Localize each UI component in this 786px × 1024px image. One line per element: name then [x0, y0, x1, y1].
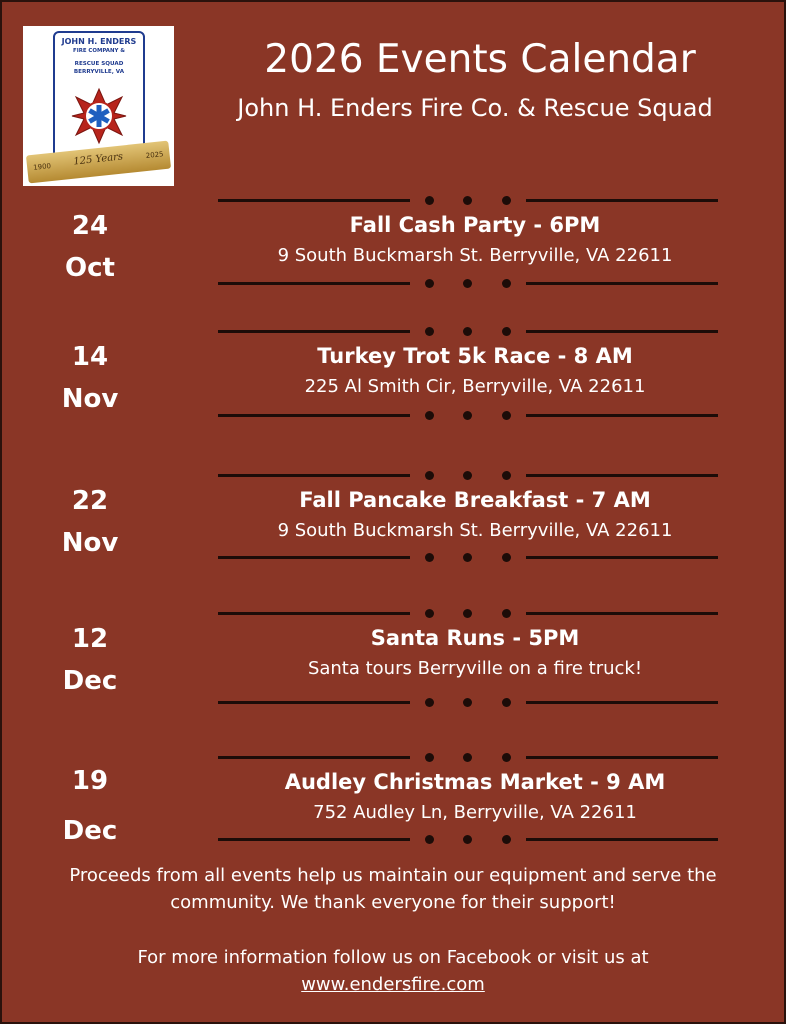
- divider-line: [218, 701, 410, 704]
- page-title: 2026 Events Calendar: [264, 37, 696, 82]
- divider-dot: [425, 835, 434, 844]
- event-day: 24: [71, 211, 109, 241]
- divider-line: [526, 756, 718, 759]
- event-item: [0, 326, 786, 476]
- divider-dot: [463, 609, 472, 618]
- event-month: Nov: [61, 384, 119, 414]
- divider-line: [218, 756, 410, 759]
- divider-dot: [502, 753, 511, 762]
- event-title: Turkey Trot 5k Race - 8 AM: [317, 344, 633, 368]
- logo-line-1: JOHN H. ENDERS: [61, 37, 137, 46]
- divider-dot: [425, 753, 434, 762]
- divider-dot: [502, 411, 511, 420]
- event-day: 22: [71, 486, 109, 516]
- anniversary-ribbon: [26, 141, 171, 184]
- logo-line-4: BERRYVILLE, VA: [73, 69, 125, 75]
- event-item: [0, 608, 786, 758]
- divider-line: [526, 330, 718, 333]
- divider-line: [526, 556, 718, 559]
- website-line: [0, 972, 786, 998]
- event-item: [0, 195, 786, 345]
- event-item: [0, 470, 786, 620]
- divider-dot: [463, 753, 472, 762]
- divider-dot: [502, 553, 511, 562]
- event-detail: 225 Al Smith Cir, Berryville, VA 22611: [304, 376, 646, 397]
- event-title: Santa Runs - 5PM: [370, 626, 580, 650]
- more-info-text: For more information follow us on Facebook or visit us at: [137, 947, 649, 968]
- divider-line: [218, 556, 410, 559]
- divider-line: [526, 414, 718, 417]
- event-detail: 9 South Buckmarsh St. Berryville, VA 22611: [277, 520, 673, 541]
- logo-badge: [53, 31, 145, 159]
- divider-line: [526, 282, 718, 285]
- event-title: Audley Christmas Market - 9 AM: [284, 770, 666, 794]
- event-title: Fall Pancake Breakfast - 7 AM: [299, 488, 651, 512]
- event-date: [42, 760, 138, 852]
- event-month: Dec: [62, 666, 118, 696]
- logo-line-3: RESCUE SQUAD: [74, 61, 124, 67]
- divider-dot: [502, 327, 511, 336]
- logo-line-2: FIRE COMPANY &: [73, 48, 125, 54]
- divider-line: [218, 414, 410, 417]
- event-date: [42, 480, 138, 564]
- divider-dot: [425, 196, 434, 205]
- divider-line: [218, 330, 410, 333]
- divider-line: [526, 199, 718, 202]
- event-date: [42, 205, 138, 289]
- website-link[interactable]: www.endersfire.com: [301, 974, 485, 995]
- divider-line: [218, 199, 410, 202]
- divider-dot: [463, 411, 472, 420]
- divider-dot: [502, 698, 511, 707]
- ribbon-text: 125 Years: [72, 151, 124, 168]
- divider-dot: [463, 196, 472, 205]
- divider-dot: [463, 279, 472, 288]
- divider-dot: [502, 196, 511, 205]
- event-day: 14: [71, 342, 109, 372]
- event-day: 19: [71, 766, 109, 796]
- divider-dot: [463, 698, 472, 707]
- page-subtitle: John H. Enders Fire Co. & Rescue Squad: [237, 94, 713, 122]
- divider-line: [526, 474, 718, 477]
- divider-line: [526, 612, 718, 615]
- divider-line: [526, 838, 718, 841]
- maltese-cross-icon: [70, 87, 128, 145]
- divider-dot: [502, 279, 511, 288]
- event-month: Oct: [65, 253, 115, 283]
- divider-line: [218, 282, 410, 285]
- divider-dot: [463, 327, 472, 336]
- event-detail: 752 Audley Ln, Berryville, VA 22611: [313, 802, 637, 823]
- ribbon-start-year: 1900: [32, 162, 52, 172]
- divider-dot: [425, 553, 434, 562]
- divider-dot: [425, 698, 434, 707]
- divider-dot: [463, 835, 472, 844]
- divider-dot: [502, 835, 511, 844]
- event-title: Fall Cash Party - 6PM: [349, 213, 601, 237]
- divider-dot: [425, 609, 434, 618]
- event-month: Nov: [61, 528, 119, 558]
- divider-line: [218, 474, 410, 477]
- fire-company-logo: [23, 26, 174, 186]
- divider-dot: [463, 553, 472, 562]
- divider-dot: [463, 471, 472, 480]
- ribbon-end-year: 2025: [145, 150, 164, 161]
- divider-dot: [502, 609, 511, 618]
- divider-dot: [425, 327, 434, 336]
- event-date: [42, 618, 138, 702]
- proceeds-note: Proceeds from all events help us maintain our equipment and serve the community. We thank everyone for their support!: [69, 865, 717, 913]
- divider-line: [526, 701, 718, 704]
- divider-line: [218, 838, 410, 841]
- event-detail: 9 South Buckmarsh St. Berryville, VA 22611: [277, 245, 673, 266]
- divider-dot: [425, 471, 434, 480]
- divider-dot: [425, 411, 434, 420]
- divider-dot: [425, 279, 434, 288]
- event-date: [42, 336, 138, 420]
- event-detail: Santa tours Berryville on a fire truck!: [307, 658, 643, 679]
- event-day: 12: [71, 624, 109, 654]
- divider-dot: [502, 471, 511, 480]
- event-month: Dec: [62, 816, 118, 846]
- divider-line: [218, 612, 410, 615]
